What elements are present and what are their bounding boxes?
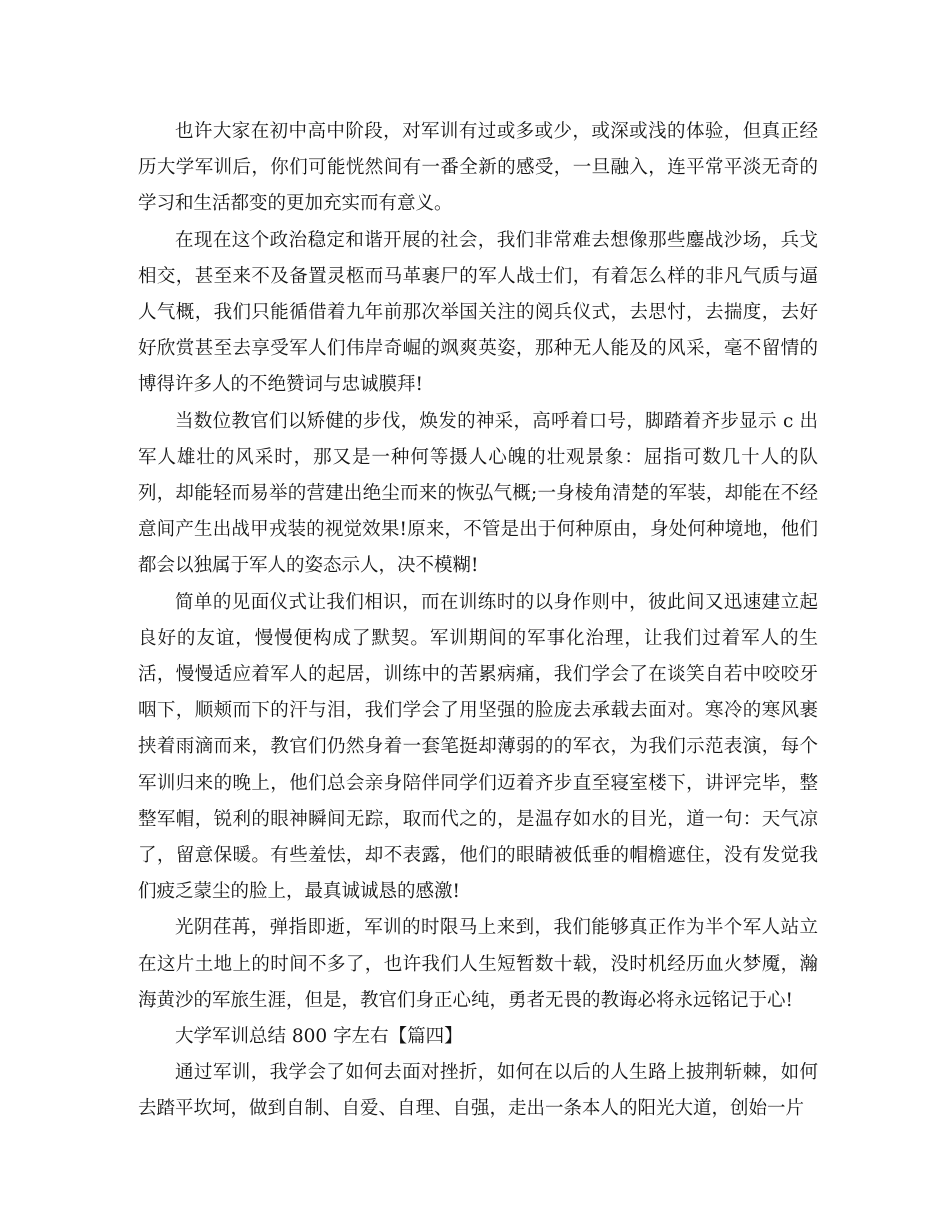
paragraph-6: 通过军训，我学会了如何去面对挫折，如何在以后的人生路上披荆斩棘，如何去踏平坎坷，做到自制、自爱、自理、自强，走出一条本人的阳光大道，创始一片 — [138, 1062, 818, 1120]
paragraph-5: 光阴荏苒，弹指即逝，军训的时限马上来到，我们能够真正作为半个军人站立在这片土地上的时间不多了，也许我们人生短暂数十载，没时机经历血火梦魇，瀚海黄沙的军旅生涯，但是，教官们身正心纯，勇者无畏的教诲必将永远铭记于心! — [138, 917, 818, 1011]
paragraph-2: 在现在这个政治稳定和谐开展的社会，我们非常难去想像那些鏖战沙场，兵戈相交，甚至来不及备置灵柩而马革裹尸的军人战士们，有着怎么样的非凡气质与逼人气概，我们只能循借着九年前那次举国关注的阅兵仪式，去思忖，去揣度，去好好欣赏甚至去享受军人们伟岸奇崛的飒爽英姿，那种无人能及的风采，毫不留情的博得许多人的不绝赞词与忠诚膜拜! — [138, 229, 818, 396]
paragraph-4: 简单的见面仪式让我们相识，而在训练时的以身作则中，彼此间又迅速建立起良好的友谊，慢慢便构成了默契。军训期间的军事化治理，让我们过着军人的生活，慢慢适应着军人的起居，训练中的苦累病痛，我们学会了在谈笑自若中咬咬牙咽下，顺颊而下的汗与泪，我们学会了用坚强的脸庞去承载去面对。寒冷的寒风裹挟着雨滴而来，教官们仍然身着一套笔挺却薄弱的的军衣，为我们示范表演，每个军训归来的晚上，他们总会亲身陪伴同学们迈着齐步直至寝室楼下，讲评完毕，整整军帽，锐利的眼神瞬间无踪，取而代之的，是温存如水的目光，道一句：天气凉了，留意保暖。有些羞怯，却不表露，他们的眼睛被低垂的帽檐遮住，没有发觉我们疲乏蒙尘的脸上，最真诚诚恳的感激! — [138, 591, 818, 903]
section-heading: 大学军训总结 800 字左右【篇四】 — [175, 1026, 463, 1048]
paragraph-1: 也许大家在初中高中阶段，对军训有过或多或少，或深或浅的体验，但真正经历大学军训后，你们可能恍然间有一番全新的感受，一旦融入，连平常平淡无奇的学习和生活都变的更加充实而有意义。 — [138, 121, 818, 215]
paragraph-3: 当数位教官们以矫健的步伐，焕发的神采，高呼着口号，脚踏着齐步显示 c 出军人雄壮的风采时，那又是一种何等摄人心魄的壮观景象：屈指可数几十人的队列，却能轻而易举的营建出绝尘而来的恢弘气概;一身棱角清楚的军装，却能在不经意间产生出战甲戎装的视觉效果!原来，不管是出于何种原由，身处何种境地，他们都会以独属于军人的姿态示人，决不模糊! — [138, 410, 818, 577]
document-body — [138, 114, 818, 1128]
